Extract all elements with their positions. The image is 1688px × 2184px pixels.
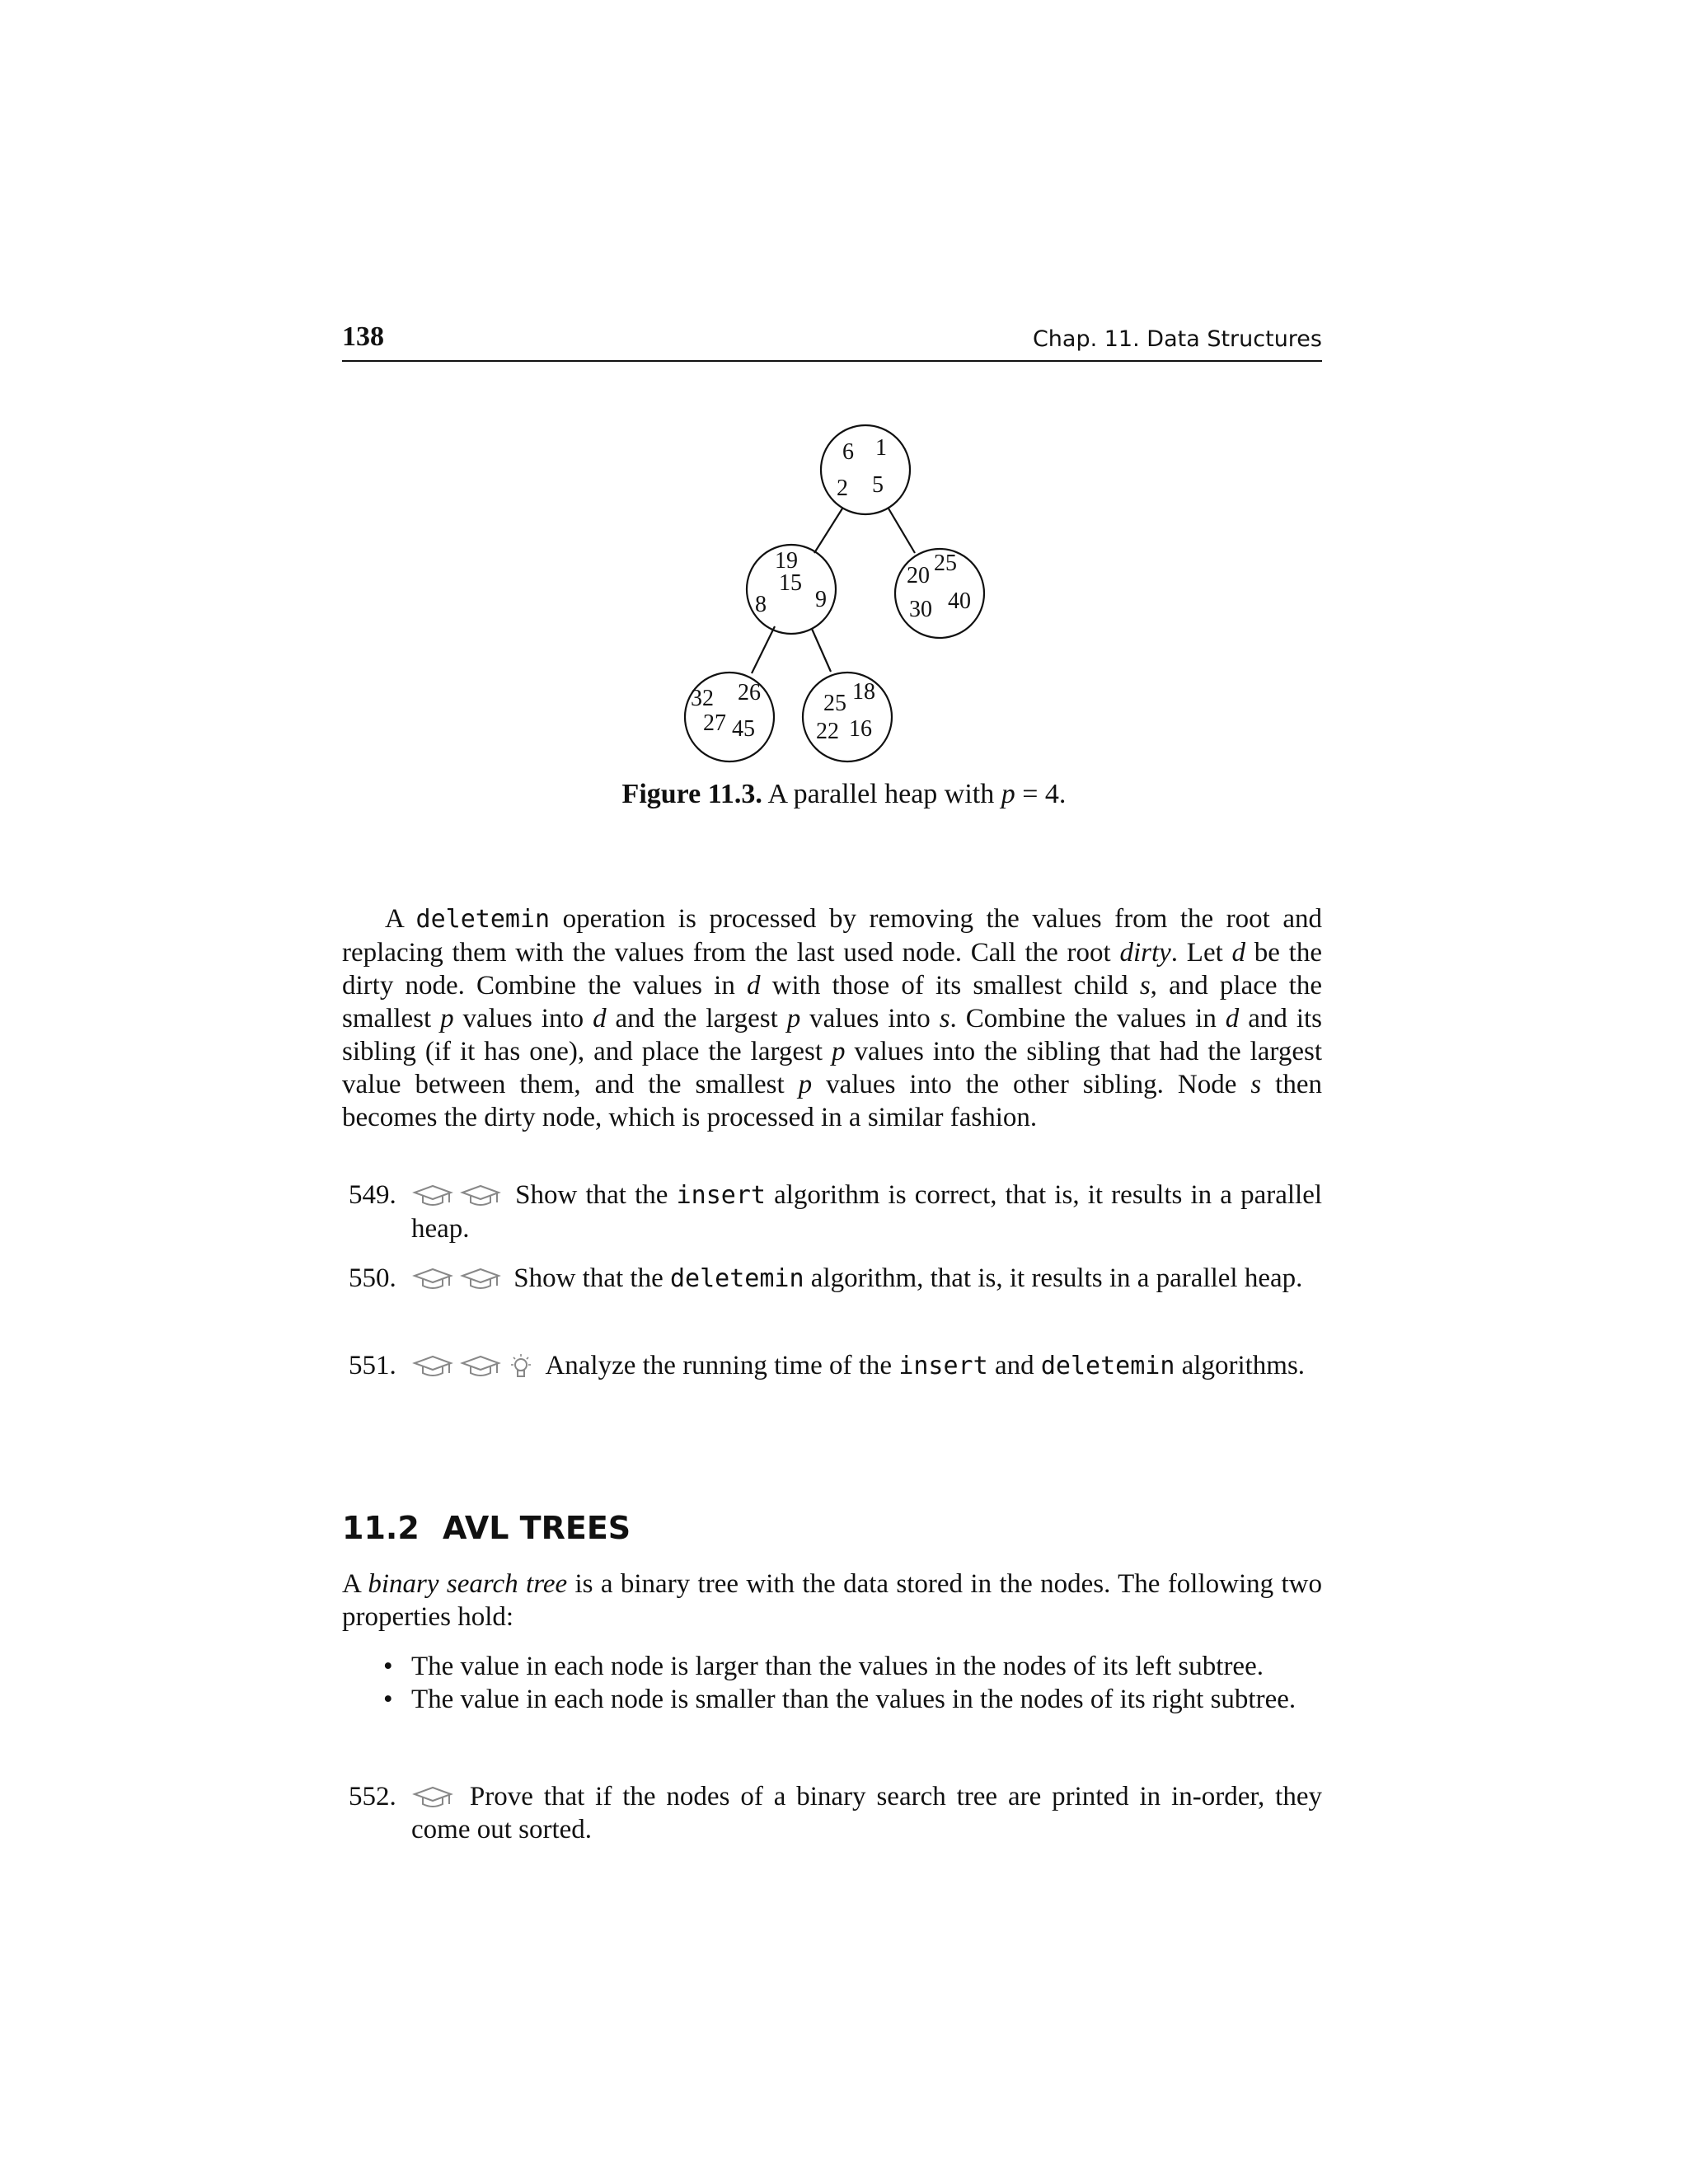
node-value: 15 xyxy=(779,570,802,596)
var: d xyxy=(593,1004,607,1033)
text: , and place the smallest xyxy=(342,971,1322,1033)
var: p xyxy=(832,1037,846,1066)
var: p xyxy=(798,1070,813,1099)
term: binary search tree xyxy=(368,1569,568,1599)
node-value: 25 xyxy=(934,551,957,576)
text: values into the sibling that had the largest value between them, and the smallest xyxy=(342,1037,1322,1099)
node-value: 22 xyxy=(816,719,839,744)
node-value: 45 xyxy=(732,716,755,742)
exercise-number: 552. xyxy=(349,1782,396,1811)
mortarboard-icon xyxy=(411,1184,454,1209)
code: insert xyxy=(676,1181,766,1210)
text: and xyxy=(987,1351,1041,1380)
mortarboard-icon xyxy=(459,1355,502,1380)
text: values into the other sibling. Node xyxy=(812,1070,1251,1099)
section-title: AVL TREES xyxy=(443,1510,631,1546)
text: A xyxy=(385,904,416,934)
mortarboard-icon xyxy=(411,1268,454,1292)
list-item xyxy=(383,1650,1322,1683)
var: d xyxy=(1225,1004,1240,1033)
exercise-number: 549. xyxy=(349,1180,396,1210)
text: algorithm is correct, that is, it results in a parallel heap. xyxy=(411,1180,1323,1244)
exercise-number: 551. xyxy=(349,1351,396,1380)
header-rule xyxy=(342,360,1322,362)
code: deletemin xyxy=(415,905,551,934)
section-heading xyxy=(342,1510,631,1546)
edge-root-left xyxy=(814,509,842,553)
running-header: Chap. 11. Data Structures xyxy=(1032,326,1322,352)
list-item xyxy=(383,1683,1322,1716)
node-value: 19 xyxy=(775,548,798,574)
text: is a binary tree with the data stored in the nodes. The following two properties hold: xyxy=(342,1569,1323,1632)
figure-caption xyxy=(0,779,1688,810)
page-number: 138 xyxy=(342,321,384,352)
mortarboard-icon xyxy=(459,1268,502,1292)
mortarboard-icon xyxy=(411,1786,454,1811)
text: The value in each node is larger than the values in the nodes of its left subtree. xyxy=(411,1652,1264,1681)
text: with those of its smallest child xyxy=(760,971,1140,1001)
bullet-icon: • xyxy=(383,1685,393,1714)
caption-text: = 4. xyxy=(1015,779,1067,809)
edge-root-right xyxy=(889,509,915,553)
exercise-550 xyxy=(342,1262,1322,1296)
code: deletemin xyxy=(1040,1352,1175,1380)
exercise-552 xyxy=(342,1780,1322,1846)
text: Analyze the running time of the xyxy=(545,1351,899,1380)
var: d xyxy=(1231,938,1246,968)
var: s xyxy=(1139,971,1151,1001)
emph: dirty xyxy=(1119,938,1171,968)
var: p xyxy=(786,1004,801,1033)
code: deletemin xyxy=(669,1264,804,1293)
section-number: 11.2 xyxy=(342,1510,420,1546)
exercise-549 xyxy=(342,1179,1322,1245)
code: insert xyxy=(898,1352,988,1380)
parallel-heap-figure xyxy=(651,412,1063,775)
node-value: 5 xyxy=(872,472,884,498)
text: and the largest xyxy=(606,1004,787,1033)
mortarboard-icon xyxy=(459,1184,502,1209)
var: s xyxy=(939,1004,950,1033)
section-intro xyxy=(342,1568,1322,1633)
edge-left-leftleft xyxy=(752,626,775,673)
text: values into xyxy=(453,1004,593,1033)
text: algorithm, that is, it results in a parallel heap. xyxy=(804,1263,1303,1293)
mortarboard-icon xyxy=(411,1355,454,1380)
node-value: 2 xyxy=(837,476,848,501)
node-value: 18 xyxy=(852,679,875,705)
text: Show that the xyxy=(515,1180,677,1210)
node-value: 6 xyxy=(842,439,854,465)
edge-left-leftright xyxy=(812,629,831,672)
caption-label: Figure 11.3. xyxy=(621,779,762,809)
text: and its sibling (if it has one), and place the largest xyxy=(342,1004,1322,1066)
node-value: 9 xyxy=(815,587,827,612)
text: operation is processed by removing the values from the root and replacing them with the values from the last used node. Call the root xyxy=(342,904,1323,968)
node-value: 16 xyxy=(849,716,872,742)
text: . Let xyxy=(1170,938,1232,968)
text: The value in each node is smaller than the values in the nodes of its right subtree. xyxy=(411,1685,1296,1714)
heap-node-left-right xyxy=(803,673,892,762)
text: be the dirty node. Combine the values in xyxy=(342,938,1322,1001)
text: . Combine the values in xyxy=(950,1004,1226,1033)
text: values into xyxy=(800,1004,940,1033)
node-value: 20 xyxy=(907,563,930,588)
bullet-icon: • xyxy=(383,1652,393,1681)
var: p xyxy=(440,1004,454,1033)
node-value: 1 xyxy=(875,435,887,461)
deletemin-paragraph xyxy=(342,902,1322,1134)
node-value: 8 xyxy=(755,592,767,617)
exercise-551 xyxy=(342,1349,1322,1383)
text: A xyxy=(342,1569,368,1599)
caption-var: p xyxy=(1001,779,1015,809)
node-value: 30 xyxy=(909,597,932,622)
var: d xyxy=(747,971,761,1001)
node-value: 26 xyxy=(738,680,761,705)
node-value: 40 xyxy=(948,588,971,614)
text: then becomes the dirty node, which is processed in a similar fashion. xyxy=(342,1070,1322,1132)
node-value: 32 xyxy=(691,686,714,711)
caption-text: A parallel heap with xyxy=(767,779,1001,809)
node-value: 25 xyxy=(823,691,846,716)
property-list xyxy=(342,1650,1322,1716)
text: Show that the xyxy=(513,1263,670,1293)
lightbulb-icon xyxy=(507,1353,535,1381)
exercise-number: 550. xyxy=(349,1263,396,1293)
text: Prove that if the nodes of a binary search tree are printed in in-order, they come out sorted. xyxy=(411,1782,1323,1844)
heap-node-root xyxy=(821,425,910,514)
text: algorithms. xyxy=(1175,1351,1306,1380)
var: s xyxy=(1250,1070,1262,1099)
node-value: 27 xyxy=(703,710,726,736)
